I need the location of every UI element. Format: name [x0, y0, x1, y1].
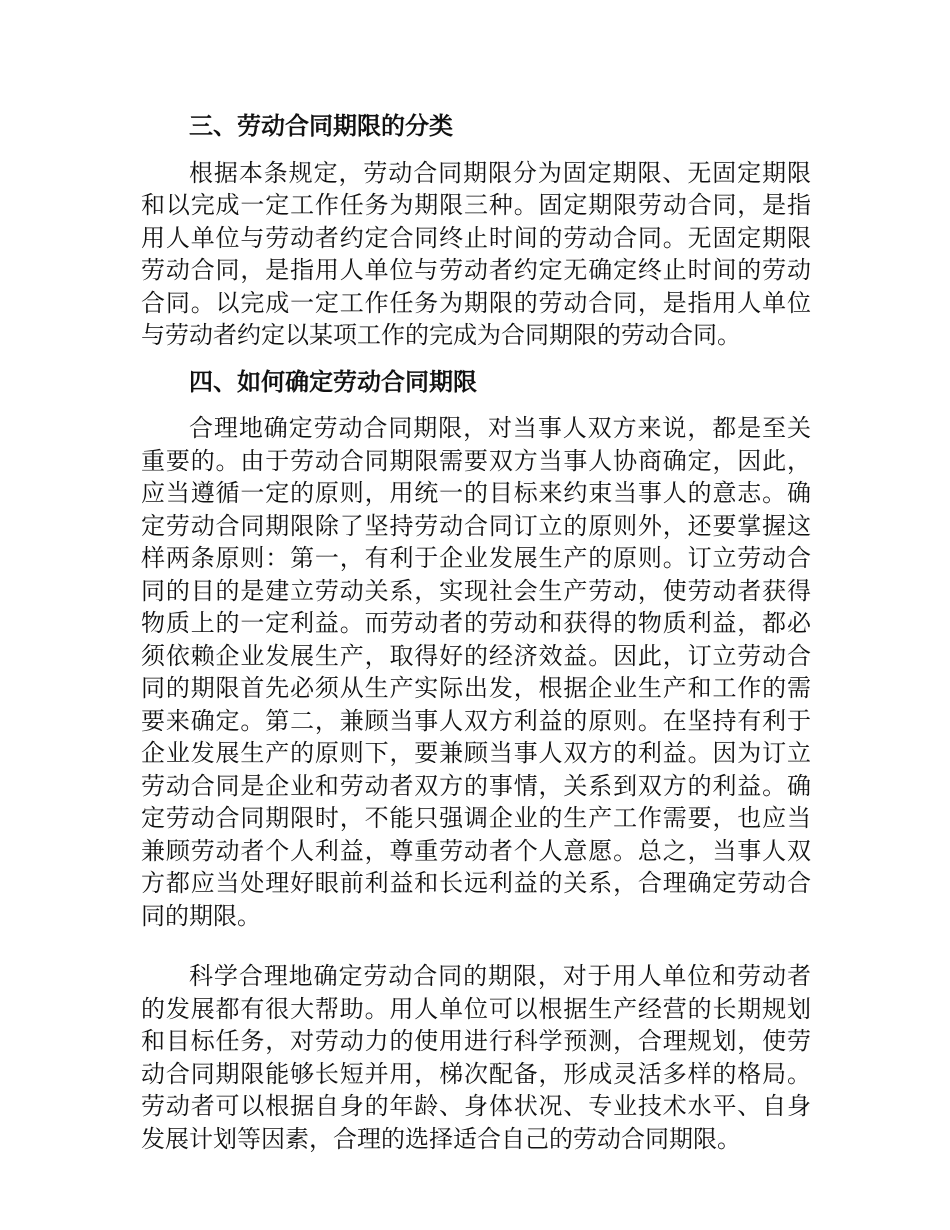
section-4-heading: 四、如何确定劳动合同期限	[189, 366, 477, 396]
document-body	[141, 110, 811, 1169]
section-4-paragraph-2: 科学合理地确定劳动合同的期限，对于用人单位和劳动者的发展都有很大帮助。用人单位可以根据生产经营的长期规划和目标任务，对劳动力的使用进行科学预测，合理规划，使劳动合同期限能够长短并用，梯次配备，形成灵活多样的格局。劳动者可以根据自身的年龄、身体状况、专业技术水平、自身发展计划等因素，合理的选择适合自己的劳动合同期限。	[141, 962, 811, 1153]
section-4-paragraph-1: 合理地确定劳动合同期限，对当事人双方来说，都是至关重要的。由于劳动合同期限需要双方当事人协商确定，因此，应当遵循一定的原则，用统一的目标来约束当事人的意志。确定劳动合同期限除了坚持劳动合同订立的原则外，还要掌握这样两条原则：第一，有利于企业发展生产的原则。订立劳动合同的目的是建立劳动关系，实现社会生产劳动，使劳动者获得物质上的一定利益。而劳动者的劳动和获得的物质利益，都必须依赖企业发展生产，取得好的经济效益。因此，订立劳动合同的期限首先必须从生产实际出发，根据企业生产和工作的需要来确定。第二，兼顾当事人双方利益的原则。在坚持有利于企业发展生产的原则下，要兼顾当事人双方的利益。因为订立劳动合同是企业和劳动者双方的事情，关系到双方的利益。确定劳动合同期限时，不能只强调企业的生产工作需要，也应当兼顾劳动者个人利益，尊重劳动者个人意愿。总之，当事人双方都应当处理好眼前利益和长远利益的关系，合理确定劳动合同的期限。	[141, 414, 811, 930]
section-3-paragraph: 根据本条规定，劳动合同期限分为固定期限、无固定期限和以完成一定工作任务为期限三种。固定期限劳动合同，是指用人单位与劳动者约定合同终止时间的劳动合同。无固定期限劳动合同，是指用人单位与劳动者约定无确定终止时间的劳动合同。以完成一定工作任务为期限的劳动合同，是指用人单位与劳动者约定以某项工作的完成为合同期限的劳动合同。	[141, 158, 811, 349]
section-3-heading: 三、劳动合同期限的分类	[189, 111, 453, 140]
